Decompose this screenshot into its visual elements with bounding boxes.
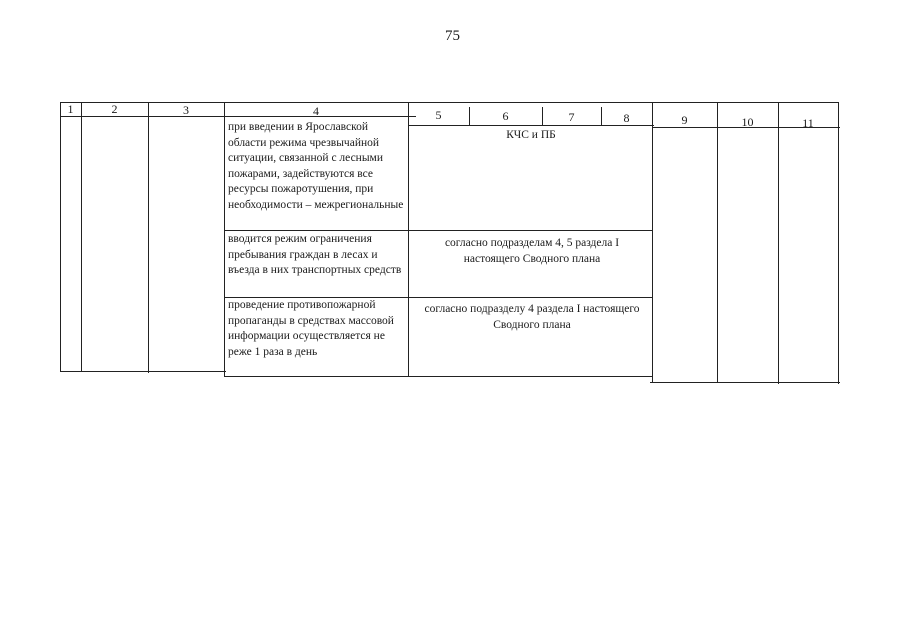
col-line-9 <box>717 102 718 383</box>
header-col-2: 2 <box>111 102 118 116</box>
table-bottom-border <box>60 371 226 372</box>
header-col-8: 8 <box>623 111 630 125</box>
row-divider-1 <box>224 230 652 231</box>
row-2-measure: вводится режим ограничения пребывания граждан в лесах и въезда в них транспортных средств <box>228 233 402 276</box>
row-3-measure: проведение противопожарной пропаганды в средствах массовой информации осуществляется не реже 1 раза в день <box>228 299 394 358</box>
header-col-1: 1 <box>67 102 74 116</box>
row-1-measure: при введении в Ярославской области режима чрезвычайной ситуации, связанной с лесными пожарами, задействуются все ресурсы пожаротушения, при необходимости – межрегиональные <box>228 121 404 211</box>
row-2-responsible: согласно подразделам 4, 5 раздела I настоящего Сводного плана <box>444 237 620 265</box>
col-line-1 <box>81 102 82 372</box>
row-3-responsible: согласно подразделу 4 раздела I настоящего Сводного плана <box>424 303 640 331</box>
col-line-2 <box>148 102 149 373</box>
col-line-8 <box>652 102 653 382</box>
header-col-5: 5 <box>435 108 442 122</box>
header-col-4: 4 <box>313 104 319 118</box>
table-bottom-border-col4 <box>224 376 652 377</box>
page-number: 75 <box>445 28 460 44</box>
header-col-7: 7 <box>568 110 575 124</box>
col-line-0 <box>60 102 61 372</box>
col-line-3 <box>224 102 225 376</box>
header-col-10: 10 <box>741 115 754 129</box>
header-col-9: 9 <box>681 113 688 127</box>
header-col-6: 6 <box>502 109 509 123</box>
col-line-10 <box>778 102 779 384</box>
col-line-11 <box>838 102 839 384</box>
header-col-11: 11 <box>802 116 814 130</box>
col-line-4 <box>408 102 409 377</box>
header-col-3: 3 <box>183 103 189 117</box>
table-bottom-border-9-11 <box>650 382 840 383</box>
row-1-responsible: КЧС и ПБ <box>506 129 556 141</box>
